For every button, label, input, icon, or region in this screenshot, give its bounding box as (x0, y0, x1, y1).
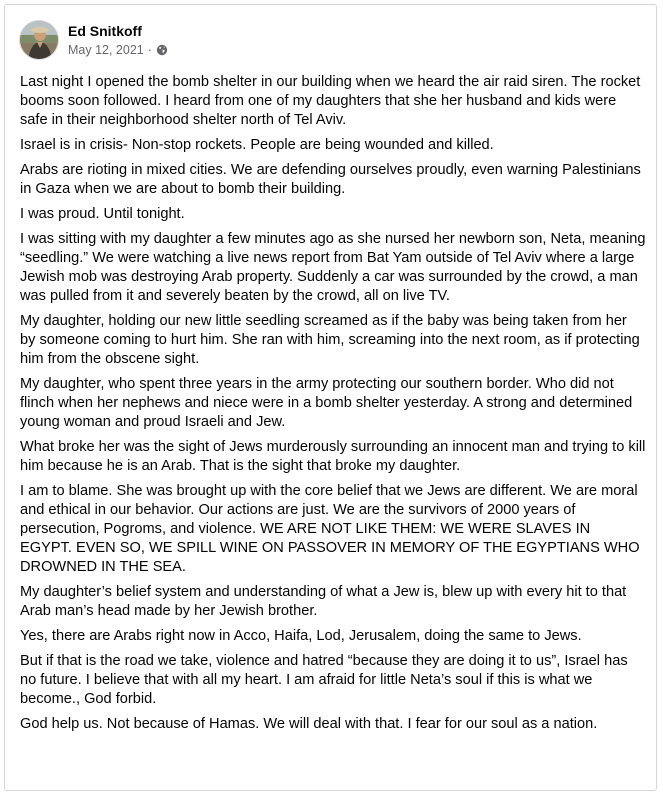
post-subline (68, 42, 168, 58)
post-paragraph: I am to blame. She was brought up with the core belief that we Jews are different. We are moral and ethical in our behavior. Our actions are just. We are the survivors of 2000 years of persecution, Pogroms, and violence. WE ARE NOT LIKE THEM: WE WERE SLAVES IN EGYPT. EVEN SO, WE SPILL WINE ON PASSOVER IN MEMORY OF THE EGYPTIANS WHO DROWNED IN THE SEA. (20, 483, 640, 575)
post-paragraph: I was proud. Until tonight. (20, 206, 185, 222)
post-paragraph: What broke her was the sight of Jews murderously surrounding an innocent man and trying to kill him because he is an Arab. That is the sight that broke my daughter. (20, 439, 646, 474)
avatar-photo-icon (20, 21, 59, 60)
separator-dot: · (147, 43, 152, 57)
post-paragraph: My daughter, who spent three years in the army protecting our southern border. Who did not flinch when her nephews and niece were in a bomb shelter yesterday. A strong and determined young woman and proud Israeli and Jew. (20, 376, 633, 430)
post-body (20, 73, 646, 740)
post-paragraph: My daughter, holding our new little seedling screamed as if the baby was being taken from her by someone coming to hurt him. She ran with him, screaming into the next room, as if protecting him from the obscene sight. (20, 313, 640, 367)
post-paragraph: I was sitting with my daughter a few minutes ago as she nursed her newborn son, Neta, meaning “seedling.” We were watching a live news report from Bat Yam outside of Tel Aviv where a large Jewish mob was destroying Arab property. Suddenly a car was surrounded by the crowd, a man was pulled from it and severely beaten by the crowd, all on live TV. (20, 231, 646, 304)
post-paragraph: Yes, there are Arabs right now in Acco, Haifa, Lod, Jerusalem, doing the same to Jews. (20, 628, 582, 644)
post-header (19, 18, 168, 62)
avatar[interactable] (19, 20, 59, 60)
post-paragraph: Arabs are rioting in mixed cities. We are defending ourselves proudly, even warning Palestinians in Gaza when we are about to bomb their building. (20, 162, 641, 197)
post-paragraph: But if that is the road we take, violence and hatred “because they are doing it to us”, Israel has no future. I believe that with all my heart. I am afraid for little Neta’s soul if this is what we become., God forbid. (20, 653, 628, 707)
globe-icon[interactable] (156, 44, 168, 56)
post-date[interactable]: May 12, 2021 (68, 43, 144, 57)
post-meta (68, 22, 168, 58)
post-paragraph: Last night I opened the bomb shelter in our building when we heard the air raid siren. The rocket booms soon followed. I heard from one of my daughters that she her husband and kids were safe in their neighborhood shelter north of Tel Aviv. (20, 74, 641, 128)
author-name[interactable]: Ed Snitkoff (68, 23, 142, 39)
post-paragraph: My daughter’s belief system and understanding of what a Jew is, blew up with every hit to that Arab man’s head made by her Jewish brother. (20, 584, 627, 619)
post-card (4, 4, 657, 791)
post-paragraph: Israel is in crisis- Non-stop rockets. People are being wounded and killed. (20, 137, 494, 153)
post-paragraph: God help us. Not because of Hamas. We will deal with that. I fear for our soul as a nation. (20, 716, 598, 732)
